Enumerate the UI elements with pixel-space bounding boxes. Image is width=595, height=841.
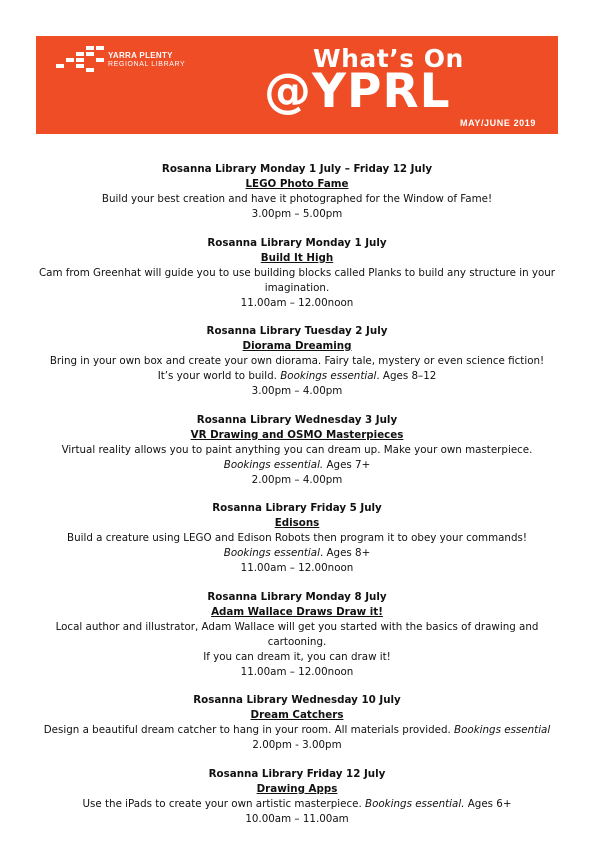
banner-title-main: @YPRL	[264, 64, 451, 119]
event-heading: Rosanna Library Monday 1 July	[207, 236, 387, 249]
library-logo-icon	[52, 46, 104, 72]
event-description	[36, 458, 558, 473]
logo-line-2: REGIONAL LIBRARY	[108, 61, 186, 68]
event-description-text: Use the iPads to create your own artistic masterpiece.	[82, 797, 366, 810]
event-description	[36, 281, 558, 296]
banner-date: MAY/JUNE 2019	[459, 118, 536, 128]
event-heading: Rosanna Library Friday 5 July	[212, 502, 382, 514]
banner-title-top: What’s On	[313, 44, 464, 73]
event-age-range: Ages 7+	[323, 458, 371, 471]
event-item	[36, 501, 558, 576]
event-heading: Rosanna Library Wednesday 3 July	[196, 413, 398, 426]
event-description	[36, 650, 558, 665]
library-logo-text	[108, 51, 185, 69]
event-heading: Rosanna Library Friday 12 July	[208, 767, 386, 780]
event-title: Build It High	[260, 251, 334, 264]
event-time: 10.00am – 11.00am	[245, 812, 349, 825]
event-title: Adam Wallace Draws Draw it!	[211, 605, 383, 618]
event-heading: Rosanna Library Tuesday 2 July	[206, 325, 388, 337]
event-item	[36, 413, 558, 488]
event-title: Dream Catchers	[250, 709, 344, 721]
event-heading: Rosanna Library Wednesday 10 July	[193, 694, 401, 706]
event-description-text: Bring in your own box and create your own diorama. Fairy tale, mystery or even science fiction!	[49, 355, 545, 367]
event-description	[36, 546, 558, 561]
event-list	[36, 162, 558, 840]
event-item	[36, 324, 558, 399]
event-item	[36, 693, 558, 753]
event-description	[36, 192, 558, 207]
event-item	[36, 162, 558, 222]
event-description	[36, 797, 558, 812]
event-description	[36, 266, 558, 281]
event-heading: Rosanna Library Monday 8 July	[207, 590, 387, 603]
bookings-note: Bookings essential	[280, 370, 377, 382]
header-banner	[36, 36, 558, 134]
event-title: VR Drawing and OSMO Masterpieces	[190, 428, 404, 441]
event-description-text: It’s your world to build.	[157, 370, 281, 382]
event-description	[36, 531, 558, 546]
event-title: Edisons	[274, 517, 320, 529]
event-item	[36, 236, 558, 311]
event-description-text: Virtual reality allows you to paint anything you can dream up. Make your own masterpiece.	[61, 443, 533, 456]
event-description-text: Build a creature using LEGO and Edison Robots then program it to obey your commands!	[67, 532, 527, 544]
event-description-text: Cam from Greenhat will guide you to use building blocks called Planks to build any structure in your	[38, 266, 556, 279]
event-title: LEGO Photo Fame	[245, 178, 349, 190]
event-description	[36, 354, 558, 369]
event-heading: Rosanna Library Monday 1 July – Friday 12 July	[161, 163, 433, 175]
event-time: 11.00am – 12.00noon	[240, 296, 354, 309]
event-age-range: . Ages 8+	[319, 547, 371, 559]
event-description-text: Design a beautiful dream catcher to hang in your room. All materials provided.	[43, 724, 455, 736]
event-description	[36, 369, 558, 384]
event-time: 3.00pm – 4.00pm	[251, 385, 343, 397]
event-age-range: Ages 6+	[464, 797, 512, 810]
event-description-text: If you can dream it, you can draw it!	[203, 650, 391, 663]
event-description	[36, 443, 558, 458]
event-description-text: imagination.	[264, 281, 330, 294]
event-description	[36, 620, 558, 650]
event-time: 2.00pm – 4.00pm	[251, 473, 343, 486]
event-description-text: Build your best creation and have it photographed for the Window of Fame!	[101, 193, 493, 205]
bookings-note: Bookings essential.	[223, 458, 324, 471]
event-description-text: Local author and illustrator, Adam Wallace will get you started with the basics of drawing and cartooning.	[55, 620, 539, 648]
logo-line-1: YARRA PLENTY	[108, 51, 173, 60]
event-description	[36, 723, 558, 738]
event-item	[36, 590, 558, 680]
bookings-note: Bookings essential	[223, 547, 320, 559]
event-title: Diorama Dreaming	[242, 340, 352, 352]
event-age-range: . Ages 8–12	[376, 370, 437, 382]
event-time: 2.00pm - 3.00pm	[252, 739, 342, 751]
bookings-note: Bookings essential	[454, 724, 551, 736]
event-time: 11.00am – 12.00noon	[240, 665, 354, 678]
event-title: Drawing Apps	[256, 782, 338, 795]
event-time: 11.00am – 12.00noon	[240, 562, 354, 574]
event-item	[36, 767, 558, 827]
bookings-note: Bookings essential.	[365, 797, 465, 810]
event-time: 3.00pm – 5.00pm	[251, 208, 343, 220]
